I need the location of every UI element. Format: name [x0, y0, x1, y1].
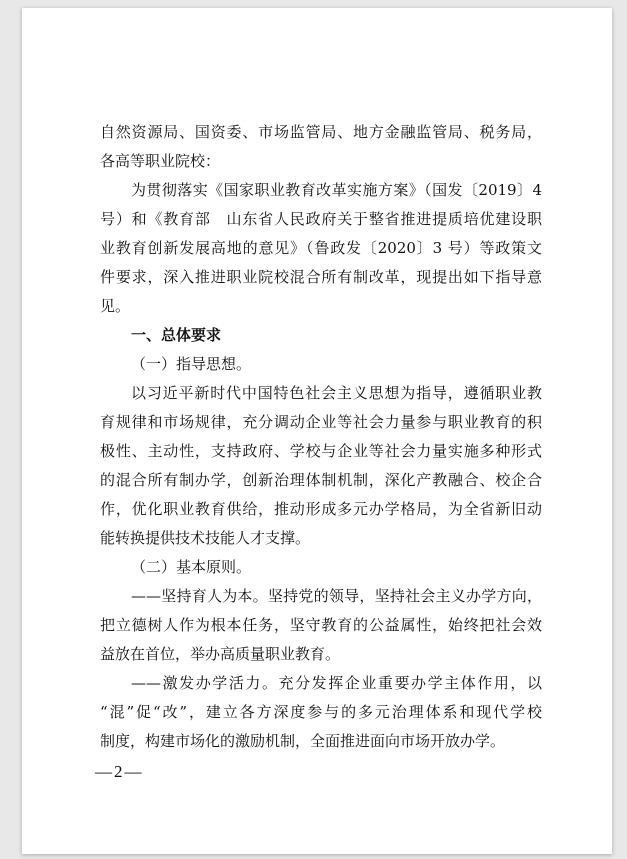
document-page — [22, 8, 612, 854]
guiding-ideology-line: 育规律和市场规律，充分调动企业等社会力量参与职业教育的积 — [100, 413, 542, 431]
guiding-ideology-line: 极性、主动性，支持政府、学校与企业等社会力量实施多种形式 — [100, 442, 542, 460]
subsection-heading: （一）指导思想。 — [131, 355, 252, 373]
addressees-line: 自然资源局、国资委、市场监管局、地方金融监管局、税务局， — [100, 123, 542, 141]
subsection-heading: （二）基本原则。 — [131, 558, 252, 576]
addressees-line: 各高等职业院校： — [100, 152, 221, 170]
principle-line: ——坚持育人为本。坚持党的领导，坚持社会主义办学方向， — [131, 587, 542, 605]
intro-line: 为贯彻落实《国家职业教育改革实施方案》（国发〔2019〕4 — [131, 181, 542, 199]
document-body — [100, 118, 542, 756]
principle-line: 益放在首位，举办高质量职业教育。 — [100, 645, 341, 663]
section-heading: 一、总体要求 — [131, 326, 222, 344]
principle-line: ——激发办学活力。充分发挥企业重要办学主体作用，以 — [131, 674, 542, 692]
guiding-ideology-line: 以习近平新时代中国特色社会主义思想为指导，遵循职业教 — [131, 384, 542, 402]
intro-line: 业教育创新发展高地的意见》（鲁政发〔2020〕3 号）等政策文 — [100, 239, 542, 257]
intro-line: 件要求，深入推进职业院校混合所有制改革，现提出如下指导意 — [100, 268, 542, 286]
guiding-ideology-line: 能转换提供技术技能人才支撑。 — [100, 529, 311, 547]
guiding-ideology-line: 的混合所有制办学，创新治理体制机制，深化产教融合、校企合 — [100, 471, 542, 489]
principle-line: “混”促“改”，建立各方深度参与的多元治理体系和现代学校 — [100, 703, 542, 721]
page-number: —2— — [95, 762, 144, 781]
intro-line: 见。 — [100, 297, 131, 315]
guiding-ideology-line: 作，优化职业教育供给，推动形成多元办学格局，为全省新旧动 — [100, 500, 542, 518]
principle-line: 把立德树人作为根本任务，坚守教育的公益属性，始终把社会效 — [100, 616, 542, 634]
intro-line: 号）和《教育部 山东省人民政府关于整省推进提质培优建设职 — [100, 210, 542, 228]
principle-line: 制度，构建市场化的激励机制，全面推进面向市场开放办学。 — [100, 732, 506, 750]
